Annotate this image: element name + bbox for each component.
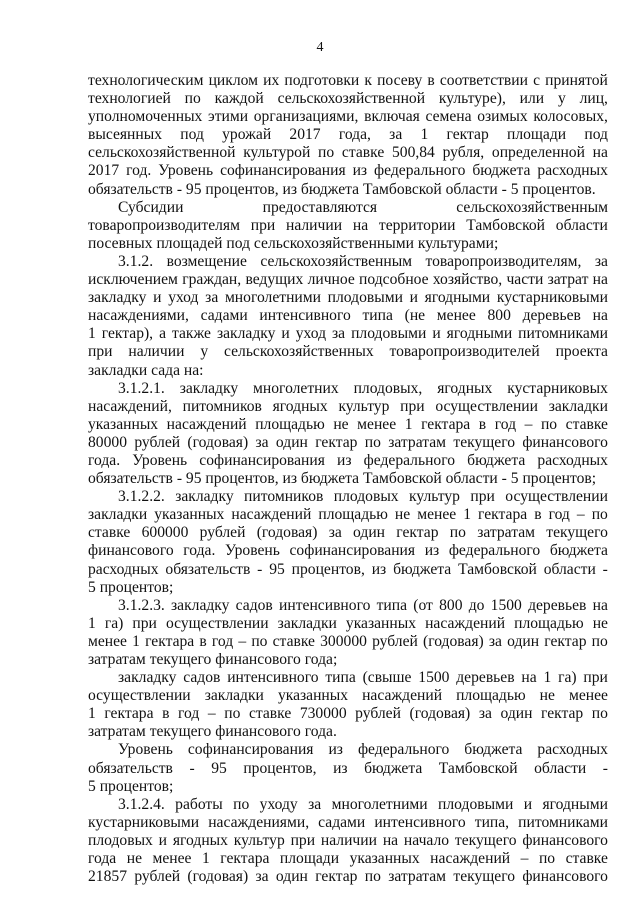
text-line: 3.1.2.2. закладку питомников плодовых культур при осуществлении <box>118 488 608 506</box>
text-line: менее 1 гектара в год – по ставке 300000 рублей (годовая) за один гектар по <box>88 632 608 650</box>
text-line: 3.1.2.3. закладку садов интенсивного типа (от 800 до 1500 деревьев на <box>118 596 608 614</box>
text-line: 2017 год. Уровень софинансирования из федерального бюджета расходных <box>88 162 608 180</box>
text-line: 80000 рублей (годовая) за один гектар по затратам текущего финансового <box>88 433 608 451</box>
text-line: Субсидии предоставляются сельскохозяйственным <box>118 198 608 216</box>
text-line: затратам текущего финансового года. <box>88 723 337 741</box>
text-line: 1 гектар), а также закладку и уход за плодовыми и ягодными питомниками <box>88 325 608 343</box>
text-line: 21857 рублей (годовая) за один гектар по затратам текущего финансового <box>88 868 608 886</box>
text-line: насаждениями, садами интенсивного типа (не менее 800 деревьев на <box>88 307 608 325</box>
text-line: технологией по каждой сельскохозяйственной культуре), или у лиц, <box>88 90 608 108</box>
text-line: закладки указанных насаждений площадью не менее 1 гектара в год – по <box>88 506 608 524</box>
text-line: обязательств - 95 процентов, из бюджета Тамбовской области - 5 процентов. <box>88 180 596 198</box>
text-line: уполномоченных этими организациями, включая семена озимых колосовых, <box>88 108 608 126</box>
text-line: сельскохозяйственной культурой по ставке 500,84 рубля, определенной на <box>88 144 608 162</box>
text-line: ставке 600000 рублей (годовая) за один гектар по затратам текущего <box>88 524 608 542</box>
text-line: технологическим циклом их подготовки к посеву в соответствии с принятой <box>88 72 608 89</box>
text-line: 3.1.2.4. работы по уходу за многолетними плодовыми и ягодными <box>118 795 608 813</box>
text-line: года. Уровень софинансирования из федерального бюджета расходных <box>88 451 608 469</box>
document-body <box>88 72 608 886</box>
text-line: финансового года. Уровень софинансирования из федерального бюджета <box>88 542 608 560</box>
text-line: обязательств - 95 процентов, из бюджета Тамбовской области - 5 процентов; <box>88 470 597 488</box>
text-line: закладку и уход за многолетними плодовыми и ягодными кустарниковыми <box>88 289 608 307</box>
text-line: 5 процентов; <box>88 578 174 596</box>
page-number: 4 <box>316 40 324 55</box>
text-line: закладки сада на: <box>88 361 204 379</box>
text-line: расходных обязательств - 95 процентов, из бюджета Тамбовской области - <box>88 560 608 578</box>
text-line: кустарниковыми насаждениями, садами интенсивного типа, питомниками <box>88 813 608 831</box>
text-line: насаждений, питомников ягодных культур при осуществлении закладки <box>88 397 608 415</box>
text-line: посевных площадей под сельскохозяйственными культурами; <box>88 234 499 252</box>
text-line: 3.1.2. возмещение сельскохозяйственным товаропроизводителям, за <box>118 252 608 270</box>
text-line: обязательств - 95 процентов, из бюджета Тамбовской области - <box>88 759 608 777</box>
text-line: закладку садов интенсивного типа (свыше 1500 деревьев на 1 га) при <box>118 669 608 687</box>
text-line: исключением граждан, ведущих личное подсобное хозяйство, части затрат на <box>88 271 608 289</box>
text-line: 1 га) при осуществлении закладки указанных насаждений площадью не <box>88 614 608 632</box>
text-line: товаропроизводителям при наличии на территории Тамбовской области <box>88 216 608 234</box>
text-line: осуществлении закладки указанных насаждений площадью не менее <box>88 687 608 705</box>
text-line: Уровень софинансирования из федерального бюджета расходных <box>118 741 608 759</box>
text-line: 3.1.2.1. закладку многолетних плодовых, ягодных кустарниковых <box>118 379 608 397</box>
text-line: 1 гектара в год – по ставке 730000 рублей (годовая) за один гектар по <box>88 705 608 723</box>
text-line: при наличии у сельскохозяйственных товаропроизводителей проекта <box>88 343 608 361</box>
text-line: указанных насаждений площадью не менее 1 гектара в год – по ставке <box>88 415 608 433</box>
text-line: года не менее 1 гектара площади указанных насаждений – по ставке <box>88 850 608 868</box>
text-line: высеянных под урожай 2017 года, за 1 гектар площади под <box>88 126 608 144</box>
text-line: плодовых и ягодных культур при наличии на начало текущего финансового <box>88 831 608 849</box>
text-line: 5 процентов; <box>88 777 174 795</box>
text-line: затратам текущего финансового года; <box>88 651 338 668</box>
